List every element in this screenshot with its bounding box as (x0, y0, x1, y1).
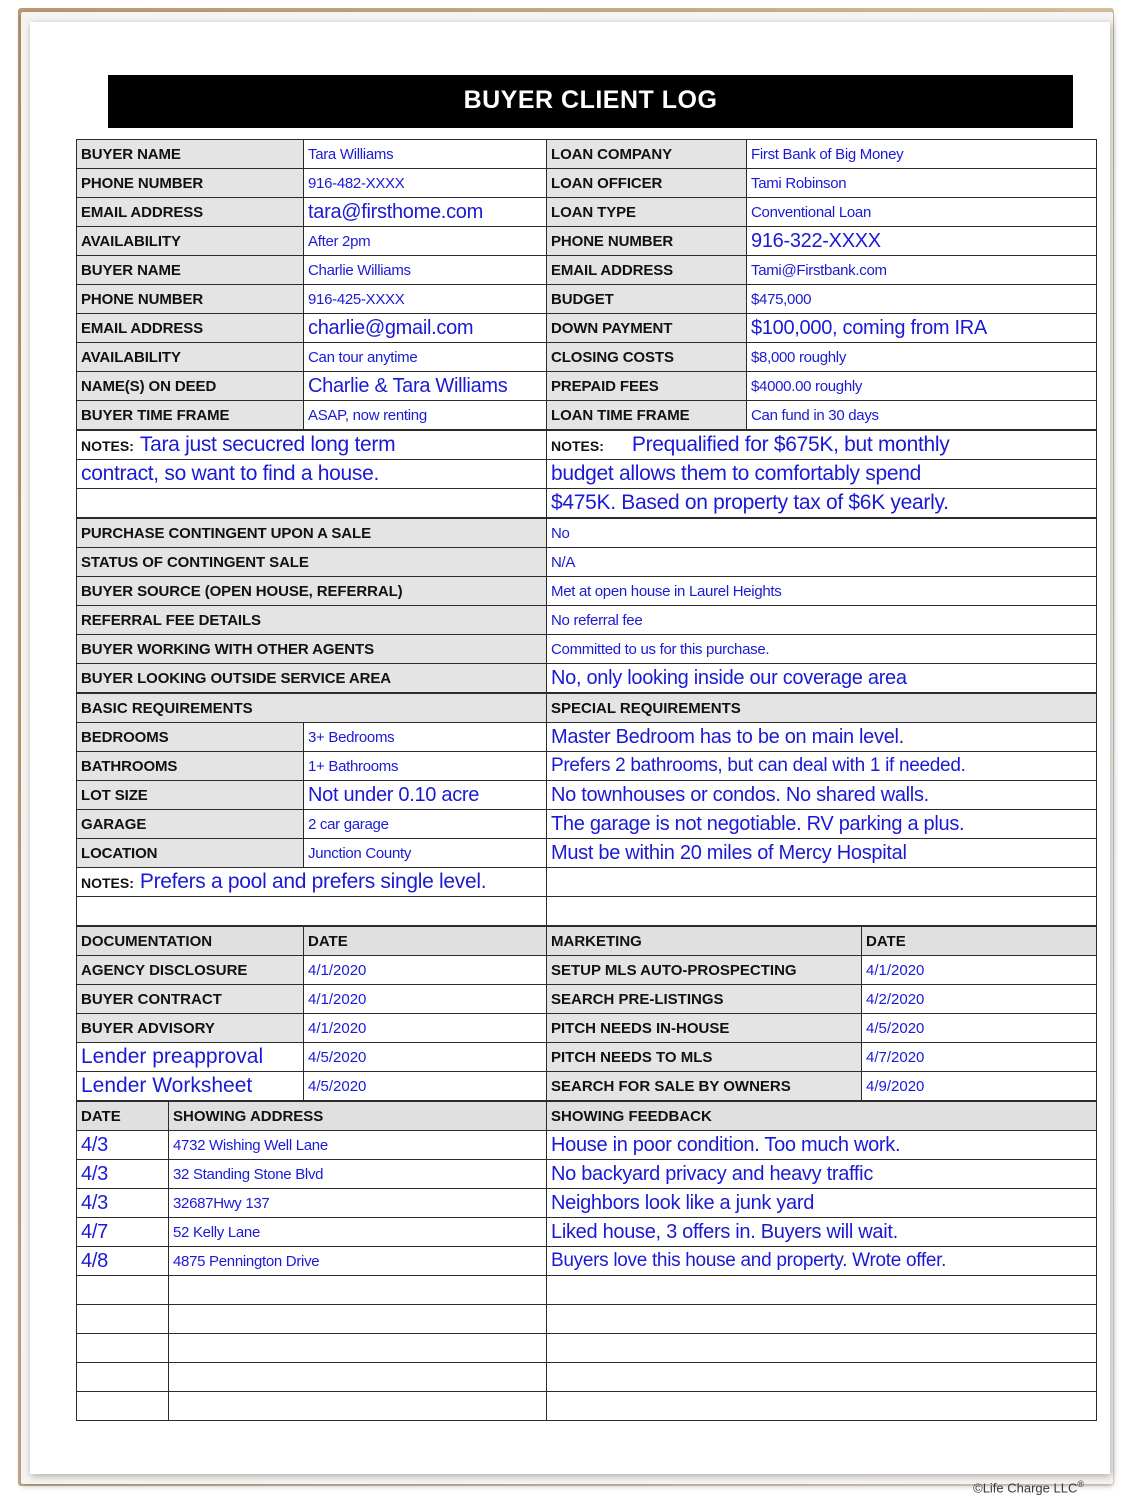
page-title: BUYER CLIENT LOG (108, 75, 1073, 128)
table-row (77, 664, 1097, 693)
table-row (77, 401, 1097, 430)
field-label-budget: BUDGET (547, 285, 747, 314)
field-label-loan-type: LOAN TYPE (547, 198, 747, 227)
field-label-status-contingent: STATUS OF CONTINGENT SALE (77, 548, 547, 577)
field-label-outside-service-area: BUYER LOOKING OUTSIDE SERVICE AREA (77, 664, 547, 693)
docmkt-header-row (77, 927, 1097, 956)
table-row (77, 285, 1097, 314)
field-value-loan-company[interactable]: First Bank of Big Money (747, 140, 1097, 169)
field-label-down-payment: DOWN PAYMENT (547, 314, 747, 343)
showing-date-8[interactable] (77, 1334, 169, 1363)
requirements-notes-text: Prefers a pool and prefers single level. (139, 870, 487, 893)
field-value-loan-type[interactable]: Conventional Loan (747, 198, 1097, 227)
field-label-loan-officer: LOAN OFFICER (547, 169, 747, 198)
field-label-buyer-source: BUYER SOURCE (OPEN HOUSE, REFERRAL) (77, 577, 547, 606)
requirements-notes-row (77, 868, 1097, 897)
requirements-notes[interactable] (77, 868, 547, 897)
table-row (77, 548, 1097, 577)
notes-right-text-3: $475K. Based on property tax of $6K yearly. (551, 491, 949, 514)
field-value-closing-costs[interactable]: $8,000 roughly (747, 343, 1097, 372)
showing-date-2[interactable]: 4/3 (77, 1160, 169, 1189)
field-label-lender-phone: PHONE NUMBER (547, 227, 747, 256)
documentation-date-header: DATE (304, 927, 547, 956)
field-value-lender-email[interactable]: Tami@Firstbank.com (747, 256, 1097, 285)
table-row (77, 606, 1097, 635)
showing-feedback-6[interactable] (547, 1276, 1097, 1305)
field-label-referral-fee: REFERRAL FEE DETAILS (77, 606, 547, 635)
notes-left-label: NOTES: (81, 438, 134, 454)
table-row (77, 256, 1097, 285)
documentation-marketing-table (76, 926, 1097, 1101)
showing-feedback-9[interactable] (547, 1363, 1097, 1392)
notes-row-3 (77, 489, 1097, 518)
field-value-availability-1[interactable]: After 2pm (304, 227, 547, 256)
showing-address-1[interactable]: 4732 Wishing Well Lane (169, 1131, 547, 1160)
field-value-buyer-name-2[interactable]: Charlie Williams (304, 256, 547, 285)
requirements-header-row (77, 694, 1097, 723)
notes-left-text-2: contract, so want to find a house. (81, 462, 379, 485)
showing-address-10[interactable] (169, 1392, 547, 1421)
field-label-availability-2: AVAILABILITY (77, 343, 304, 372)
field-label-lot-size: LOT SIZE (77, 781, 304, 810)
table-row (77, 140, 1097, 169)
table-row (77, 781, 1097, 810)
field-label-lender-email: EMAIL ADDRESS (547, 256, 747, 285)
mkt-label-search-pre-listings: SEARCH PRE-LISTINGS (547, 985, 862, 1014)
table-row (77, 169, 1097, 198)
documentation-header: DOCUMENTATION (77, 927, 304, 956)
field-value-garage[interactable]: 2 car garage (304, 810, 547, 839)
doc-date-buyer-contract[interactable]: 4/1/2020 (304, 985, 547, 1014)
mkt-date-pitch-in-house[interactable]: 4/5/2020 (862, 1014, 1097, 1043)
table-row (77, 810, 1097, 839)
form-page (30, 22, 1110, 1496)
field-value-bathrooms[interactable]: 1+ Bathrooms (304, 752, 547, 781)
field-value-bedrooms[interactable]: 3+ Bedrooms (304, 723, 547, 752)
field-special-lot-size[interactable]: No townhouses or condos. No shared walls. (547, 781, 1097, 810)
field-label-purchase-contingent: PURCHASE CONTINGENT UPON A SALE (77, 519, 547, 548)
copyright-icon: © (973, 1480, 983, 1496)
notes-left-line-3[interactable] (77, 489, 547, 518)
field-value-phone-2[interactable]: 916-425-XXXX (304, 285, 547, 314)
notes-row-1 (77, 431, 1097, 460)
field-value-status-contingent[interactable]: N/A (547, 548, 1097, 577)
table-row (77, 1276, 1097, 1305)
showings-date-header: DATE (77, 1102, 169, 1131)
doc-label-buyer-advisory: BUYER ADVISORY (77, 1014, 304, 1043)
mkt-date-search-pre-listings[interactable]: 4/2/2020 (862, 985, 1097, 1014)
showing-address-7[interactable] (169, 1305, 547, 1334)
field-label-loan-company: LOAN COMPANY (547, 140, 747, 169)
field-value-email-2[interactable]: charlie@gmail.com (304, 314, 547, 343)
field-label-availability-1: AVAILABILITY (77, 227, 304, 256)
mkt-label-pitch-in-house: PITCH NEEDS IN-HOUSE (547, 1014, 862, 1043)
doc-label-agency-disclosure: AGENCY DISCLOSURE (77, 956, 304, 985)
table-row (77, 314, 1097, 343)
field-label-buyer-name-2: BUYER NAME (77, 256, 304, 285)
field-value-names-on-deed[interactable]: Charlie & Tara Williams (304, 372, 547, 401)
table-row (77, 1131, 1097, 1160)
field-label-location: LOCATION (77, 839, 304, 868)
field-value-other-agents[interactable]: Committed to us for this purchase. (547, 635, 1097, 664)
showing-date-7[interactable] (77, 1305, 169, 1334)
field-value-down-payment[interactable]: $100,000, coming from IRA (747, 314, 1097, 343)
field-label-buyer-time-frame: BUYER TIME FRAME (77, 401, 304, 430)
showing-feedback-1[interactable]: House in poor condition. Too much work. (547, 1131, 1097, 1160)
requirements-notes-spacer (547, 868, 1097, 897)
showings-header-row (77, 1102, 1097, 1131)
table-row (77, 752, 1097, 781)
showings-table (76, 1101, 1097, 1421)
table-row (77, 1189, 1097, 1218)
mkt-date-setup-mls[interactable]: 4/1/2020 (862, 956, 1097, 985)
notes-left-line-2[interactable] (77, 460, 547, 489)
mkt-label-search-fsbo: SEARCH FOR SALE BY OWNERS (547, 1072, 862, 1101)
showing-date-10[interactable] (77, 1392, 169, 1421)
field-value-outside-service-area[interactable]: No, only looking inside our coverage area (547, 664, 1097, 693)
showings-feedback-header: SHOWING FEEDBACK (547, 1102, 1097, 1131)
mkt-date-pitch-to-mls[interactable]: 4/7/2020 (862, 1043, 1097, 1072)
field-label-loan-time-frame: LOAN TIME FRAME (547, 401, 747, 430)
field-label-bathrooms: BATHROOMS (77, 752, 304, 781)
table-row (77, 1247, 1097, 1276)
field-value-loan-time-frame[interactable]: Can fund in 30 days (747, 401, 1097, 430)
marketing-header: MARKETING (547, 927, 862, 956)
notes-right-line-3[interactable] (547, 489, 1097, 518)
field-value-availability-2[interactable]: Can tour anytime (304, 343, 547, 372)
notes-row-2 (77, 460, 1097, 489)
doc-date-buyer-advisory[interactable]: 4/1/2020 (304, 1014, 547, 1043)
doc-date-lender-worksheet[interactable]: 4/5/2020 (304, 1072, 547, 1101)
table-row (77, 1160, 1097, 1189)
showing-date-5[interactable]: 4/8 (77, 1247, 169, 1276)
marketing-date-header: DATE (862, 927, 1097, 956)
field-label-prepaid-fees: PREPAID FEES (547, 372, 747, 401)
showing-feedback-4[interactable]: Liked house, 3 offers in. Buyers will wait. (547, 1218, 1097, 1247)
showing-feedback-7[interactable] (547, 1305, 1097, 1334)
notes-right-text-2: budget allows them to comfortably spend (551, 462, 922, 485)
field-label-other-agents: BUYER WORKING WITH OTHER AGENTS (77, 635, 547, 664)
notes-left-text-1: Tara just secucred long term (139, 433, 396, 456)
field-label-names-on-deed: NAME(S) ON DEED (77, 372, 304, 401)
requirements-notes-label: NOTES: (81, 875, 134, 891)
showing-feedback-2[interactable]: No backyard privacy and heavy traffic (547, 1160, 1097, 1189)
field-value-prepaid-fees[interactable]: $4000.00 roughly (747, 372, 1097, 401)
notes-right-line-2[interactable] (547, 460, 1097, 489)
showing-feedback-3[interactable]: Neighbors look like a junk yard (547, 1189, 1097, 1218)
copyright-company: Life Charge LLC (982, 1480, 1078, 1496)
table-row (77, 956, 1097, 985)
spacer-right (547, 897, 1097, 926)
notes-right-text-1: Prequalified for $675K, but monthly (631, 433, 950, 456)
special-requirements-header: SPECIAL REQUIREMENTS (547, 694, 1097, 723)
field-label-garage: GARAGE (77, 810, 304, 839)
field-label-closing-costs: CLOSING COSTS (547, 343, 747, 372)
field-label-email-2: EMAIL ADDRESS (77, 314, 304, 343)
field-value-buyer-name-1[interactable]: Tara Williams (304, 140, 547, 169)
notes-right-line-1[interactable] (547, 431, 1097, 460)
showing-date-6[interactable] (77, 1276, 169, 1305)
showing-feedback-8[interactable] (547, 1334, 1097, 1363)
table-row (77, 198, 1097, 227)
doc-date-agency-disclosure[interactable]: 4/1/2020 (304, 956, 547, 985)
table-row (77, 1218, 1097, 1247)
showing-address-9[interactable] (169, 1363, 547, 1392)
field-value-purchase-contingent[interactable]: No (547, 519, 1097, 548)
copyright-footer (76, 1479, 1096, 1495)
table-row (77, 577, 1097, 606)
field-label-bedrooms: BEDROOMS (77, 723, 304, 752)
doc-label-lender-worksheet[interactable]: Lender Worksheet (77, 1072, 304, 1101)
notes-table (76, 430, 1097, 518)
field-value-phone-1[interactable]: 916-482-XXXX (304, 169, 547, 198)
table-row (77, 1392, 1097, 1421)
table-row (77, 519, 1097, 548)
table-row (77, 1043, 1097, 1072)
field-value-buyer-time-frame[interactable]: ASAP, now renting (304, 401, 547, 430)
doc-date-lender-preapproval[interactable]: 4/5/2020 (304, 1043, 547, 1072)
spacer-left (77, 897, 547, 926)
field-value-budget[interactable]: $475,000 (747, 285, 1097, 314)
showing-date-1[interactable]: 4/3 (77, 1131, 169, 1160)
field-label-phone-1: PHONE NUMBER (77, 169, 304, 198)
field-value-location[interactable]: Junction County (304, 839, 547, 868)
showing-address-6[interactable] (169, 1276, 547, 1305)
table-row (77, 1014, 1097, 1043)
showings-address-header: SHOWING ADDRESS (169, 1102, 547, 1131)
qualifiers-table (76, 518, 1097, 693)
basic-requirements-header: BASIC REQUIREMENTS (77, 694, 547, 723)
mkt-date-search-fsbo[interactable]: 4/9/2020 (862, 1072, 1097, 1101)
section-spacer-row (77, 897, 1097, 926)
notes-left-line-1[interactable] (77, 431, 547, 460)
table-row (77, 839, 1097, 868)
field-value-buyer-source[interactable]: Met at open house in Laurel Heights (547, 577, 1097, 606)
table-row (77, 723, 1097, 752)
showing-feedback-5[interactable]: Buyers love this house and property. Wrote offer. (547, 1247, 1097, 1276)
table-row (77, 343, 1097, 372)
field-label-email-1: EMAIL ADDRESS (77, 198, 304, 227)
field-special-bathrooms[interactable]: Prefers 2 bathrooms, but can deal with 1 if needed. (547, 752, 1097, 781)
showing-address-5[interactable]: 4875 Pennington Drive (169, 1247, 547, 1276)
field-value-lender-phone[interactable]: 916-322-XXXX (747, 227, 1097, 256)
doc-label-lender-preapproval[interactable]: Lender preapproval (77, 1043, 304, 1072)
table-row (77, 1363, 1097, 1392)
showing-feedback-10[interactable] (547, 1392, 1097, 1421)
table-row (77, 635, 1097, 664)
field-label-phone-2: PHONE NUMBER (77, 285, 304, 314)
field-special-bedrooms[interactable]: Master Bedroom has to be on main level. (547, 723, 1097, 752)
form-content (76, 75, 1096, 1496)
showing-address-8[interactable] (169, 1334, 547, 1363)
field-value-loan-officer[interactable]: Tami Robinson (747, 169, 1097, 198)
field-special-location[interactable]: Must be within 20 miles of Mercy Hospital (547, 839, 1097, 868)
doc-label-buyer-contract: BUYER CONTRACT (77, 985, 304, 1014)
field-value-referral-fee[interactable]: No referral fee (547, 606, 1097, 635)
showing-address-2[interactable]: 32 Standing Stone Blvd (169, 1160, 547, 1189)
mkt-label-pitch-to-mls: PITCH NEEDS TO MLS (547, 1043, 862, 1072)
registered-trademark-icon: ® (1077, 1479, 1084, 1489)
showing-date-3[interactable]: 4/3 (77, 1189, 169, 1218)
showing-address-3[interactable]: 32687Hwy 137 (169, 1189, 547, 1218)
field-label-buyer-name-1: BUYER NAME (77, 140, 304, 169)
table-row (77, 985, 1097, 1014)
table-row (77, 1305, 1097, 1334)
notes-right-label: NOTES: (551, 438, 604, 454)
showing-address-4[interactable]: 52 Kelly Lane (169, 1218, 547, 1247)
buyer-loan-info-table (76, 139, 1097, 430)
showing-date-9[interactable] (77, 1363, 169, 1392)
mkt-label-setup-mls: SETUP MLS AUTO-PROSPECTING (547, 956, 862, 985)
showing-date-4[interactable]: 4/7 (77, 1218, 169, 1247)
requirements-table (76, 693, 1097, 926)
table-row (77, 1072, 1097, 1101)
field-value-lot-size[interactable]: Not under 0.10 acre (304, 781, 547, 810)
field-value-email-1[interactable]: tara@firsthome.com (304, 198, 547, 227)
table-row (77, 372, 1097, 401)
table-row (77, 1334, 1097, 1363)
table-row (77, 227, 1097, 256)
field-special-garage[interactable]: The garage is not negotiable. RV parking a plus. (547, 810, 1097, 839)
